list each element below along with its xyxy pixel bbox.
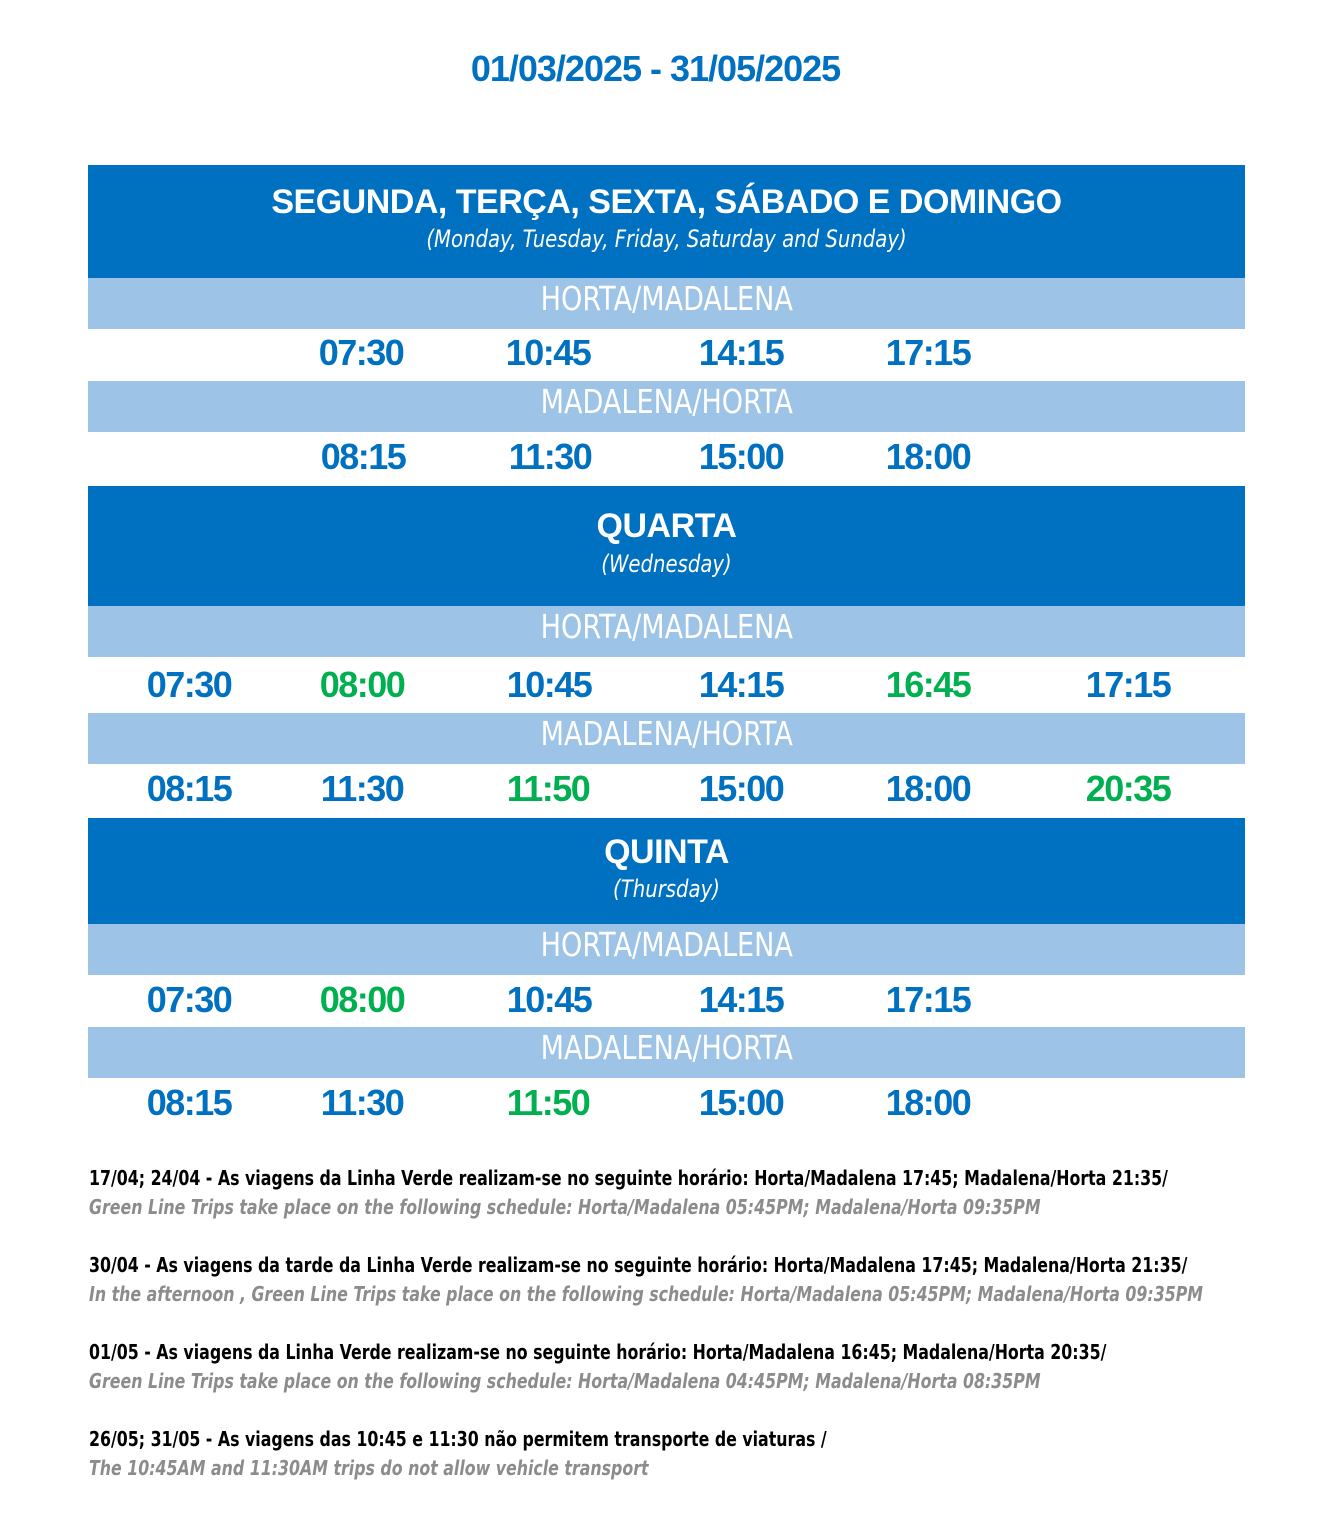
times-row xyxy=(88,662,1245,712)
footnote xyxy=(89,1166,1329,1219)
footnote-en: In the afternoon , Green Line Trips take place on the following schedule: Horta/Madalena 05:45PM; Madalena/Horta 09:35PM xyxy=(89,1282,1204,1306)
departure-time: 14:15 xyxy=(698,979,784,1020)
route-header: HORTA/MADALENA xyxy=(88,278,1245,329)
footnote xyxy=(89,1340,1329,1393)
route-header: MADALENA/HORTA xyxy=(88,713,1245,764)
departure-time: 17:15 xyxy=(885,332,971,373)
day-subtitle: (Thursday) xyxy=(613,875,720,903)
departure-time: 17:15 xyxy=(1085,664,1171,705)
footnote-en: Green Line Trips take place on the following schedule: Horta/Madalena 04:45PM; Madalena/Horta 08:35PM xyxy=(89,1369,1041,1393)
footnote xyxy=(89,1427,1329,1480)
route-header: MADALENA/HORTA xyxy=(88,381,1245,432)
day-title: SEGUNDA, TERÇA, SEXTA, SÁBADO E DOMINGO xyxy=(271,183,1062,221)
footnote-en: Green Line Trips take place on the following schedule: Horta/Madalena 05:45PM; Madalena/Horta 09:35PM xyxy=(89,1195,1041,1219)
departure-time: 15:00 xyxy=(698,436,784,477)
departure-time: 10:45 xyxy=(506,979,592,1020)
departure-time: 11:30 xyxy=(508,436,592,477)
day-header-mon-tue-fri-sat-sun xyxy=(88,165,1245,278)
departure-time: 07:30 xyxy=(146,664,232,705)
route-header: HORTA/MADALENA xyxy=(88,606,1245,657)
departure-time: 08:15 xyxy=(146,1082,232,1123)
departure-time: 10:45 xyxy=(505,332,591,373)
footnote-pt: 17/04; 24/04 - As viagens da Linha Verde realizam-se no seguinte horário: Horta/Madalena 17:45; Madalena/Horta 21:35/ xyxy=(89,1166,1168,1190)
green-line-time: 11:50 xyxy=(506,768,590,809)
departure-time: 14:15 xyxy=(698,664,784,705)
footnote-en: The 10:45AM and 11:30AM trips do not allow vehicle transport xyxy=(89,1456,649,1480)
footnote xyxy=(89,1253,1329,1306)
departure-time: 18:00 xyxy=(885,436,971,477)
green-line-time: 20:35 xyxy=(1085,768,1171,809)
green-line-time: 08:00 xyxy=(319,979,405,1020)
day-title: QUINTA xyxy=(604,833,729,871)
day-header-wednesday xyxy=(88,486,1245,606)
times-row xyxy=(88,434,1245,484)
departure-time: 11:30 xyxy=(320,768,404,809)
times-row xyxy=(88,766,1245,816)
departure-time: 15:00 xyxy=(698,768,784,809)
times-row xyxy=(88,330,1245,380)
green-line-time: 08:00 xyxy=(319,664,405,705)
footnote-pt: 26/05; 31/05 - As viagens das 10:45 e 11:30 não permitem transporte de viaturas / xyxy=(89,1427,827,1451)
departure-time: 14:15 xyxy=(698,332,784,373)
departure-time: 17:15 xyxy=(885,979,971,1020)
departure-time: 15:00 xyxy=(698,1082,784,1123)
departure-time: 08:15 xyxy=(320,436,406,477)
footnote-pt: 01/05 - As viagens da Linha Verde realizam-se no seguinte horário: Horta/Madalena 16:45; Madalena/Horta 20:35/ xyxy=(89,1340,1107,1364)
route-header: HORTA/MADALENA xyxy=(88,924,1245,975)
departure-time: 11:30 xyxy=(320,1082,404,1123)
green-line-time: 11:50 xyxy=(506,1082,590,1123)
day-title: QUARTA xyxy=(596,507,737,545)
times-row xyxy=(88,1080,1245,1130)
times-row xyxy=(88,977,1245,1027)
day-subtitle: (Wednesday) xyxy=(601,550,732,578)
departure-time: 18:00 xyxy=(885,1082,971,1123)
departure-time: 18:00 xyxy=(885,768,971,809)
departure-time: 08:15 xyxy=(146,768,232,809)
footnotes xyxy=(89,1166,1329,1514)
day-subtitle: (Monday, Tuesday, Friday, Saturday and Sunday) xyxy=(426,225,907,253)
day-header-thursday xyxy=(88,818,1245,924)
departure-time: 07:30 xyxy=(318,332,404,373)
footnote-pt: 30/04 - As viagens da tarde da Linha Verde realizam-se no seguinte horário: Horta/Madalena 17:45; Madalena/Horta 21:35/ xyxy=(89,1253,1188,1277)
page-title: 01/03/2025 - 31/05/2025 xyxy=(470,48,841,89)
green-line-time: 16:45 xyxy=(885,664,971,705)
departure-time: 07:30 xyxy=(146,979,232,1020)
departure-time: 10:45 xyxy=(506,664,592,705)
route-header: MADALENA/HORTA xyxy=(88,1027,1245,1078)
